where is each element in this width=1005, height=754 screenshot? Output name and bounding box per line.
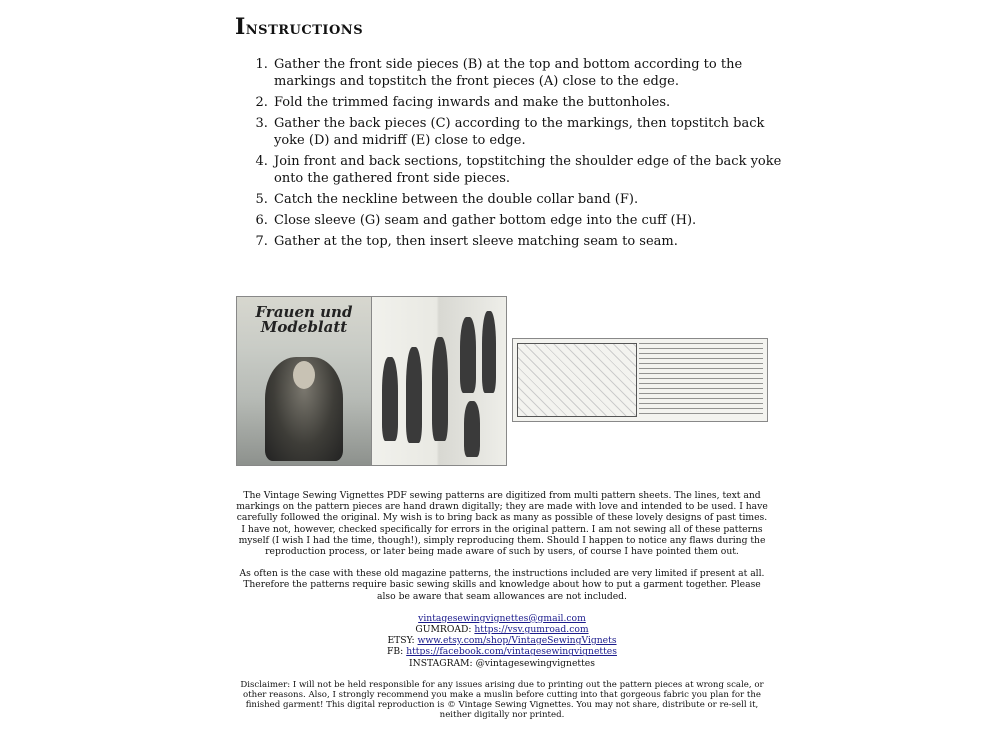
fb-label: FB:: [387, 646, 404, 658]
instagram-handle: INSTAGRAM: @vintagesewingvignettes: [409, 657, 595, 669]
instruction-step: 3. Gather the back pieces (C) according to the markings, then topstitch back yoke (D) and midriff (E) close to edge.: [272, 115, 792, 149]
pattern-text-block: [639, 343, 763, 415]
contact-links: [236, 613, 768, 669]
instruction-step: 7. Gather at the top, then insert sleeve matching seam to seam.: [272, 233, 792, 250]
instruction-list: [252, 56, 792, 254]
disclaimer: Disclaimer: I will not be held responsible for any issues arising due to printing out the pattern pieces at wrong scale, or other reasons. Also, I strongly recommend you make a muslin before cutting into that gorgeous fabric you plan for the finished garment! This digital reproduction is © Vintage Sewing Vignettes. You may not share, distribute or re-sell it, neither digitally nor printed.: [240, 679, 764, 721]
pattern-sheet-image: [512, 338, 768, 422]
etsy-link[interactable]: www.etsy.com/shop/VintageSewingVignets: [417, 635, 617, 647]
gumroad-label: GUMROAD:: [415, 624, 472, 636]
instruction-step: 1. Gather the front side pieces (B) at the top and bottom according to the markings and topstitch the front pieces (A) close to the edge.: [272, 56, 792, 90]
instruction-step: 5. Catch the neckline between the double collar band (F).: [272, 191, 792, 208]
facebook-link[interactable]: https://facebook.com/vintagesewingvignettes: [406, 646, 617, 658]
fashion-figure: [460, 317, 476, 393]
magazine-spread-image: [371, 296, 507, 466]
fashion-figure: [406, 347, 422, 443]
magazine-cover-image: [236, 296, 372, 466]
notice-paragraph: As often is the case with these old magazine patterns, the instructions included are very limited if present at all. Therefore the patterns require basic sewing skills and knowledge about how to put a garment together. Please also be aware that seam allowances are not included.: [239, 568, 765, 602]
fashion-figure: [432, 337, 448, 441]
page-title: Instructions: [235, 14, 364, 40]
fashion-figure: [464, 401, 480, 457]
gumroad-link[interactable]: https://vsv.gumroad.com: [474, 624, 589, 636]
info-section: [236, 490, 768, 721]
magazine-title: Frauen und Modeblatt: [255, 303, 353, 336]
pattern-diagram: [517, 343, 637, 417]
fashion-figure: [482, 311, 496, 393]
etsy-label: ETSY:: [387, 635, 415, 647]
cover-face: [293, 361, 315, 389]
about-paragraph: The Vintage Sewing Vignettes PDF sewing patterns are digitized from multi pattern sheets. The lines, text and markings on the pattern pieces are hand drawn digitally; they are made with love and intended to be used. I have carefully followed the original. My wish is to bring back as many as possible of these lovely designs of past times. I have not, however, checked specifically for errors in the original pattern. I am not sewing all of these patterns myself (I wish I had the time, though!), simply reproducing them. Should I happen to notice any flaws during the reproduction process, or later being made aware of such by users, of course I have pointed them out.: [236, 490, 768, 558]
email-link[interactable]: vintagesewingvignettes@gmail.com: [418, 612, 586, 624]
instruction-step: 6. Close sleeve (G) seam and gather bottom edge into the cuff (H).: [272, 212, 792, 229]
instruction-step: 4. Join front and back sections, topstitching the shoulder edge of the back yoke onto the gathered front side pieces.: [272, 153, 792, 187]
instruction-step: 2. Fold the trimmed facing inwards and make the buttonholes.: [272, 94, 792, 111]
fashion-figure: [382, 357, 398, 441]
